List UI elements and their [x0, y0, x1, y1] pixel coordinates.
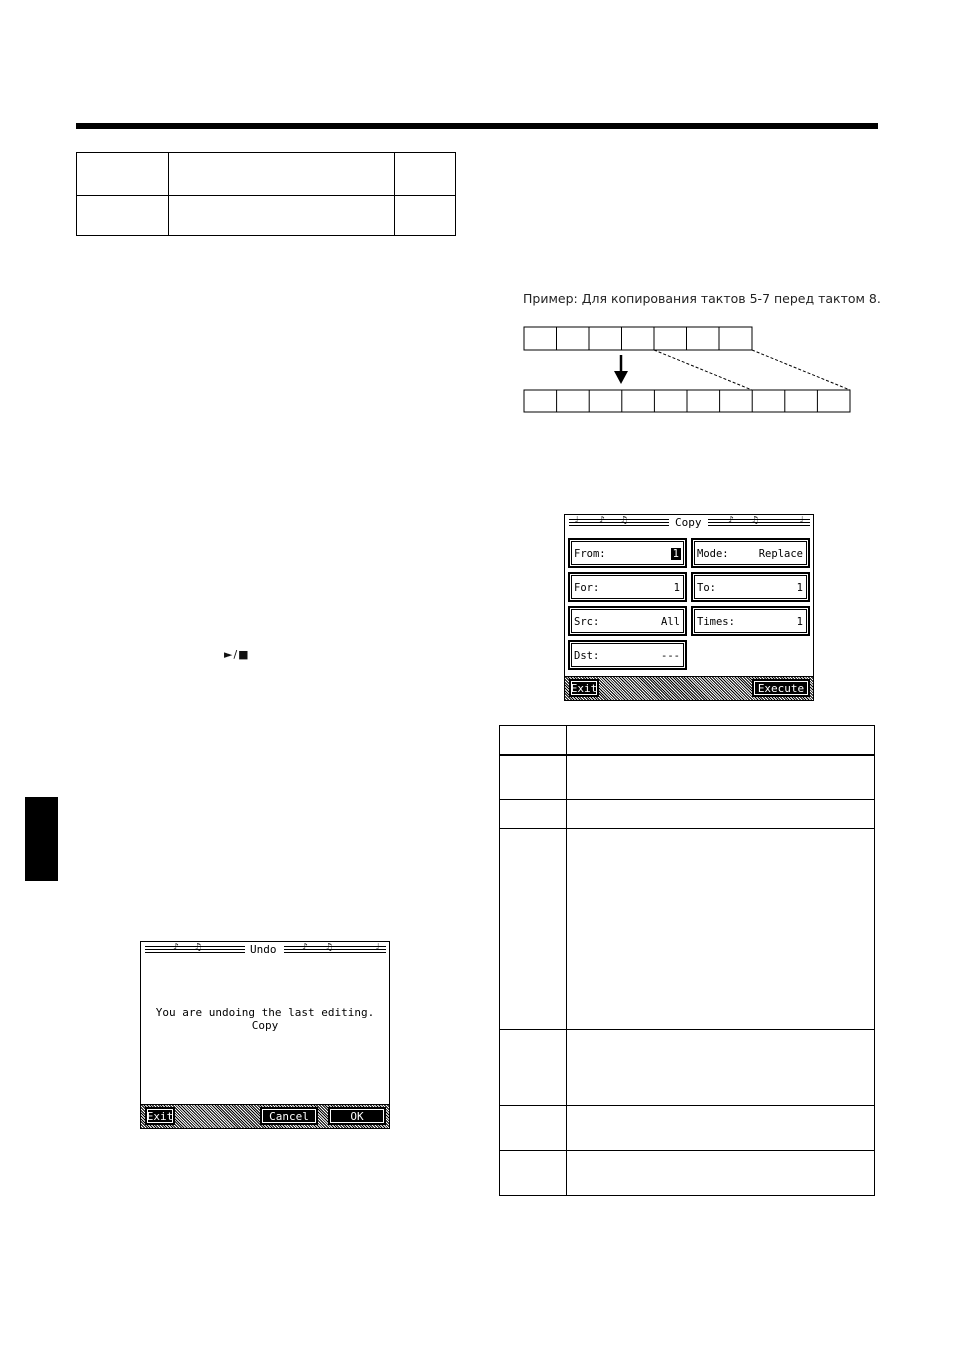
- section-side-tab: [25, 797, 58, 881]
- dst-value: ---: [661, 650, 680, 662]
- times-field[interactable]: [691, 606, 810, 636]
- times-value: 1: [796, 616, 803, 628]
- exit-button[interactable]: Exit: [569, 679, 599, 697]
- undo-screen: [140, 941, 390, 1129]
- undo-footer: [141, 1104, 389, 1128]
- for-field[interactable]: [568, 572, 687, 602]
- copy-screen-title: Copy: [672, 516, 705, 529]
- result-measures: [524, 390, 850, 412]
- to-value: 1: [796, 582, 803, 594]
- dst-label: Dst:: [574, 650, 600, 662]
- undo-exit-button[interactable]: Exit: [145, 1107, 175, 1125]
- src-value: All: [661, 616, 680, 628]
- copy-arrow: [614, 355, 628, 384]
- src-field[interactable]: [568, 606, 687, 636]
- to-field[interactable]: [691, 572, 810, 602]
- copy-guide-lines: [654, 350, 850, 390]
- dst-field[interactable]: [568, 640, 687, 670]
- play-stop-icon: ►/■: [224, 648, 250, 661]
- times-label: Times:: [697, 616, 735, 628]
- mode-label: Mode:: [697, 548, 729, 560]
- copy-screen: [564, 514, 814, 701]
- example-caption: Пример: Для копирования тактов 5-7 перед тактом 8.: [523, 291, 881, 306]
- cancel-button[interactable]: Cancel: [260, 1107, 318, 1125]
- copy-title-bar: ♩ ♪ ♫ Copy ♪ ♫ ♩: [565, 515, 813, 531]
- undo-screen-title: Undo: [247, 943, 280, 956]
- source-measures: [524, 327, 752, 350]
- undo-message-line1: You are undoing the last editing.: [155, 1006, 375, 1019]
- for-label: For:: [574, 582, 600, 594]
- for-value: 1: [673, 582, 680, 594]
- src-label: Src:: [574, 616, 600, 628]
- from-field[interactable]: [568, 538, 687, 568]
- ok-button[interactable]: OK: [328, 1107, 386, 1125]
- from-value: 1: [672, 548, 679, 560]
- mode-field[interactable]: [691, 538, 810, 568]
- undo-title-bar: ♪ ♫ Undo ♪ ♫ ♩: [141, 942, 389, 958]
- from-label: From:: [574, 548, 606, 560]
- measure-copy-diagram: [0, 0, 954, 430]
- execute-button[interactable]: Execute: [752, 679, 810, 697]
- parameter-table: [499, 725, 875, 1196]
- mode-value: Replace: [758, 548, 803, 560]
- undo-message-line2: Copy: [251, 1019, 279, 1032]
- to-label: To:: [697, 582, 716, 594]
- copy-footer: [565, 676, 813, 700]
